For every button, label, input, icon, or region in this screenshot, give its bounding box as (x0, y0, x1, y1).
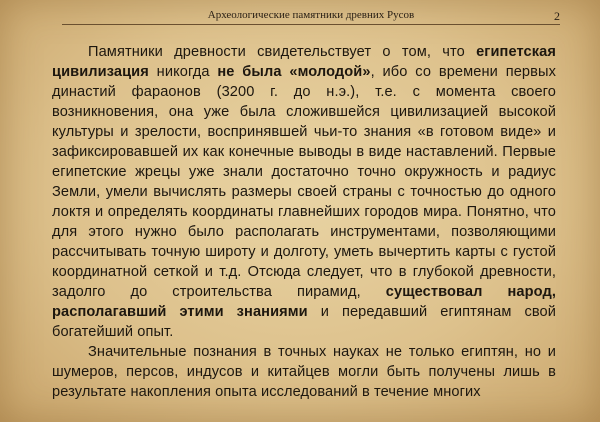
bold-segment: не была «молодой» (217, 64, 371, 80)
paragraph-1 (52, 42, 556, 342)
text-segment: , ибо со времени первых династий фараонов (3200 г. до н.э.), т.е. с момента своего возникновения, она уже была сложившейся цивилизацией высокой культуры и зрелости, воспринявшей чьи-то знания «в готовом виде» и зафиксировавшей их как конечные выводы в виде наставлений. Первые египетские жрецы уже знали достаточно точно окружность и радиус Земли, умели вычислять размеры своей страны с точностью до одного локтя и определять координаты главнейших городов мира. Понятно, что для этого нужно было располагать инструментами, позволяющими рассчитывать точную широту и долготу, уметь вычертить карты с густой координатной сеткой и т.д. Отсюда следует, что в глубокой древности, задолго до строительства пирамид, (52, 64, 556, 300)
running-header (62, 8, 560, 25)
paragraph-2 (52, 342, 556, 402)
text-segment: и передавший египтянам свой богатейший опыт. (52, 304, 556, 340)
body-text (52, 42, 556, 402)
text-segment: Значительные познания в точных науках не только египтян, но и шумеров, персов, индусов и китайцев могли быть получены лишь в результате накопления опыта исследований в течение многих (52, 344, 556, 400)
text-segment: Памятники древности свидетельствует о том, что (88, 44, 477, 60)
page-number: 2 (554, 9, 560, 23)
header-title: Археологические памятники древних Русов (207, 9, 415, 21)
text-segment: никогда (148, 64, 218, 80)
bold-segment: египетская цивилизация (52, 44, 556, 80)
bold-segment: существовал народ, располагавший этими знаниями (52, 284, 556, 320)
